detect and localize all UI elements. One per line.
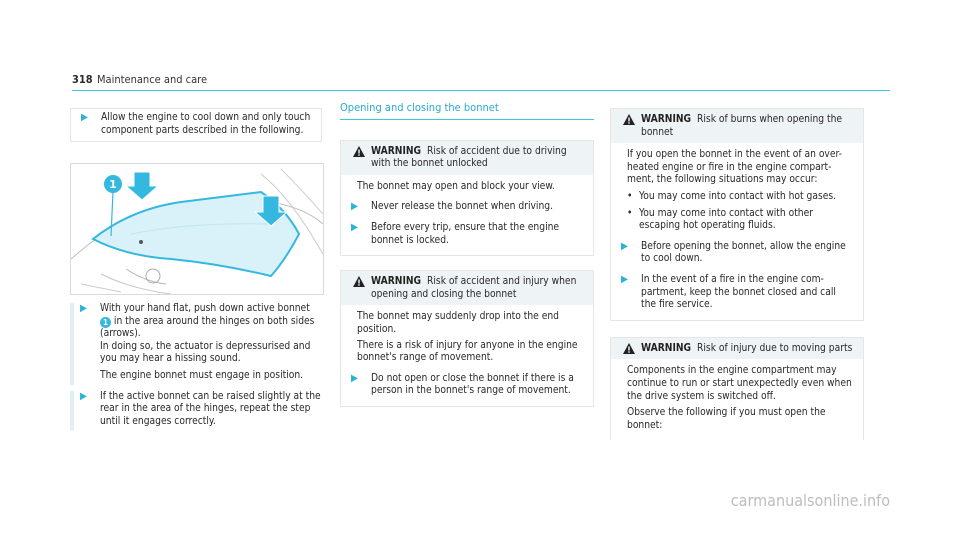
section-divider [340, 119, 594, 120]
warning-box-opening-closing [340, 270, 594, 407]
step-arrow-icon: ▶ [351, 201, 358, 213]
step-text: With your hand flat, push down active bonnet [100, 303, 310, 314]
step-text: In the event of a fire in the engine com-partment, keep the bonnet closed and call the fire service. [641, 273, 836, 311]
warning-box-moving-parts [610, 337, 864, 441]
warning-text: The bonnet may suddenly drop into the end position. [357, 311, 559, 335]
instruction-step-push-bonnet [70, 303, 322, 383]
warning-list-item: • You may come into contact with hot gases. [617, 191, 853, 204]
step-detail-engage: The engine bonnet must engage in position. [100, 369, 304, 381]
warning-box-burns [610, 108, 864, 321]
warning-step [341, 201, 583, 214]
step-arrow-icon: ▶ [621, 273, 628, 285]
step-text: Never release the bonnet when driving. [371, 201, 553, 213]
marker-1: 1 [100, 317, 111, 328]
warning-header [611, 338, 863, 360]
warning-heading: Risk of accident due to driving with the bonnet unlocked [371, 145, 567, 170]
warning-text: The bonnet may open and block your view. [357, 180, 555, 192]
warning-body [611, 359, 863, 440]
warning-step [611, 274, 853, 312]
warning-label: WARNING [371, 276, 422, 288]
warning-box-driving [340, 140, 594, 257]
warning-label: WARNING [371, 145, 422, 157]
watermark: carmanualsonline.info [730, 491, 890, 510]
page-number: 318 [72, 73, 93, 86]
step-arrow-icon: ▶ [621, 240, 628, 252]
warning-text: Components in the engine compartment may continue to run or start unexpectedly even when the drive system is switched off. [627, 365, 852, 402]
step-arrow-icon: ▶ [80, 303, 87, 314]
warning-step [341, 222, 583, 247]
warning-header [341, 141, 593, 175]
step-text: Do not open or close the bonnet if there is a person in the bonnet's range of movement. [371, 372, 574, 397]
step-bar [70, 303, 74, 385]
warning-step [341, 373, 583, 398]
warning-label: WARNING [641, 342, 692, 354]
warning-step [611, 241, 853, 266]
instruction-step-cool-engine [70, 108, 322, 142]
warning-header [341, 271, 593, 305]
warning-triangle-icon [623, 114, 635, 125]
warning-text: Observe the following if you must open the bonnet: [627, 407, 826, 431]
car-bonnet-figure [71, 164, 323, 294]
warning-text: If you open the bonnet in the event of an over-heated engine or fire in the engine compart-ment, the following situations may occur: [627, 149, 842, 186]
column-middle [340, 102, 594, 407]
header-divider [72, 90, 890, 91]
warning-triangle-icon [353, 276, 365, 287]
column-right [610, 108, 864, 440]
warning-list-item: • You may come into contact with other escaping hot operating fluids. [617, 208, 853, 233]
step-text: Before opening the bonnet, allow the engine to cool down. [641, 240, 846, 265]
section-heading: Opening and closing the bonnet [340, 101, 499, 114]
step-text: Allow the engine to cool down and only touch component parts described in the following. [101, 112, 311, 136]
bonnet-illustration [70, 163, 324, 295]
column-left [70, 108, 322, 142]
step-arrow-icon: ▶ [80, 390, 87, 402]
warning-header [611, 109, 863, 143]
step-detail: In doing so, the actuator is depressurised and you may hear a hissing sound. [100, 340, 311, 365]
warning-label: WARNING [641, 114, 692, 125]
warning-heading: Risk of accident and injury when opening and closing the bonnet [371, 276, 577, 300]
instruction-step-repeat [70, 391, 322, 429]
step-text-cont: in the area around the hinges on both sides (arrows). [100, 315, 315, 340]
warning-body [611, 143, 863, 320]
warning-heading: Risk of injury due to moving parts [697, 342, 853, 354]
warning-body [341, 175, 593, 255]
warning-triangle-icon [353, 146, 365, 157]
step-text: If the active bonnet can be raised slightly at the rear in the area of the hinges, repeat the step until it engages correctly. [100, 390, 321, 427]
step-arrow-icon: ▶ [351, 221, 358, 233]
section-title: Maintenance and care [97, 73, 208, 86]
step-arrow-icon: ▶ [81, 112, 88, 123]
warning-triangle-icon [623, 343, 635, 354]
warning-heading: Risk of burns when opening the bonnet [641, 114, 843, 138]
callout-1: 1 [109, 178, 117, 191]
warning-body [341, 305, 593, 406]
step-arrow-icon: ▶ [351, 372, 358, 384]
step-bar [70, 391, 74, 431]
warning-text: There is a risk of injury for anyone in the engine bonnet's range of movement. [357, 339, 578, 364]
step-text: Before every trip, ensure that the engine bonnet is locked. [371, 221, 560, 246]
column-left-steps [70, 303, 322, 428]
